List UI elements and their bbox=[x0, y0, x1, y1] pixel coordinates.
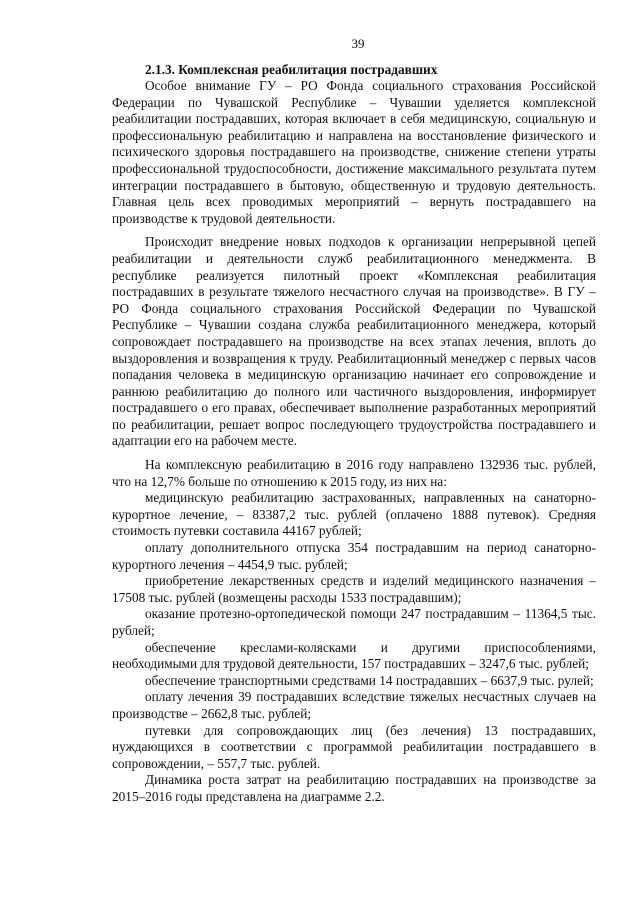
page-number: 39 bbox=[351, 36, 365, 51]
paragraph-management: Происходит внедрение новых подходов к организации непрерывной цепей реабилитации и деятельности служб реабилитационного менеджмента. В республике реализуется пилотный проект «Комплексная реабилитация пострадавших в результате тяжелого несчастного случая на производстве». В ГУ – РО Фонда социального страхования Российской Федерации по Чувашской Республике – Чувашии создана служба реабилитационного менеджера, который сопровождает пострадавшего на производстве на всех этапах лечения, вплоть до выздоровления и возвращения к труду. Реабилитационный менеджер с первых часов попадания человека в медицинскую организацию начинает его сопровождение и раннюю реабилитацию до полного или частичного выздоровления, информирует пострадавшего о его правах, обеспечивает выполнение разработанных мероприятий по реабилитации, решает вопрос последующего трудоустройства пострадавшего и адаптации его на рабочем месте. bbox=[112, 234, 596, 449]
list-item-treatment: оплату лечения 39 пострадавших вследствие тяжелых несчастных случаев на производстве – 2662,8 тыс. рублей; bbox=[112, 689, 596, 721]
paragraph-intro: Особое внимание ГУ – РО Фонда социального страхования Российской Федерации по Чувашской Республике – Чувашии уделяется комплексной реабилитации пострадавших, которая включает в себя медицинскую, социальную и профессиональную реабилитацию и направлена на восстановление физического и психического здоровья пострадавшего на производстве, снижение степени утраты профессиональной трудоспособности, достижение максимального результата путем интеграции пострадавшего в бытовую, общественную и трудовую деятельность. Главная цель всех проводимых мероприятий – вернуть пострадавшего на производстве к трудовой деятельности. bbox=[112, 78, 596, 226]
list-item-wheelchairs: обеспечение креслами-колясками и другими приспособлениями, необходимыми для трудовой деятельности, 157 пострадавших – 3247,6 тыс. рублей; bbox=[112, 639, 596, 672]
paragraph-funding: На комплексную реабилитацию в 2016 году направлено 132936 тыс. рублей, что на 12,7% больше по отношению к 2015 году, из них на: bbox=[112, 457, 596, 489]
section-heading: 2.1.3. Комплексная реабилитация пострадавших bbox=[145, 62, 438, 77]
list-item-vehicles: обеспечение транспортными средствами 14 пострадавших – 6637,9 тыс. рулей; bbox=[145, 672, 594, 688]
list-item-extra-leave: оплату дополнительного отпуска 354 пострадавшим на период санаторно-курортного лечения – 4454,9 тыс. рублей; bbox=[112, 540, 596, 572]
list-item-medicines: приобретение лекарственных средств и изделий медицинского назначения – 17508 тыс. рублей (возмещены расходы 1533 пострадавшим); bbox=[112, 573, 596, 605]
list-item-prosthetics: оказание протезно-ортопедической помощи 247 пострадавшим – 11364,5 тыс. рублей; bbox=[112, 606, 596, 638]
list-item-medical-rehab: медицинскую реабилитацию застрахованных, направленных на санаторно-курортное лечение, – 83387,2 тыс. рублей (оплачено 1888 путевок). Средняя стоимость путевки составила 44167 рублей; bbox=[112, 490, 596, 539]
paragraph-dynamics: Динамика роста затрат на реабилитацию пострадавших на производстве за 2015–2016 годы представлена на диаграмме 2.2. bbox=[112, 772, 596, 804]
list-item-escort-vouchers: путевки для сопровождающих лиц (без лечения) 13 пострадавших, нуждающихся в соответствии с программой реабилитации пострадавшего в сопровождении, – 557,7 тыс. рублей. bbox=[112, 722, 596, 771]
